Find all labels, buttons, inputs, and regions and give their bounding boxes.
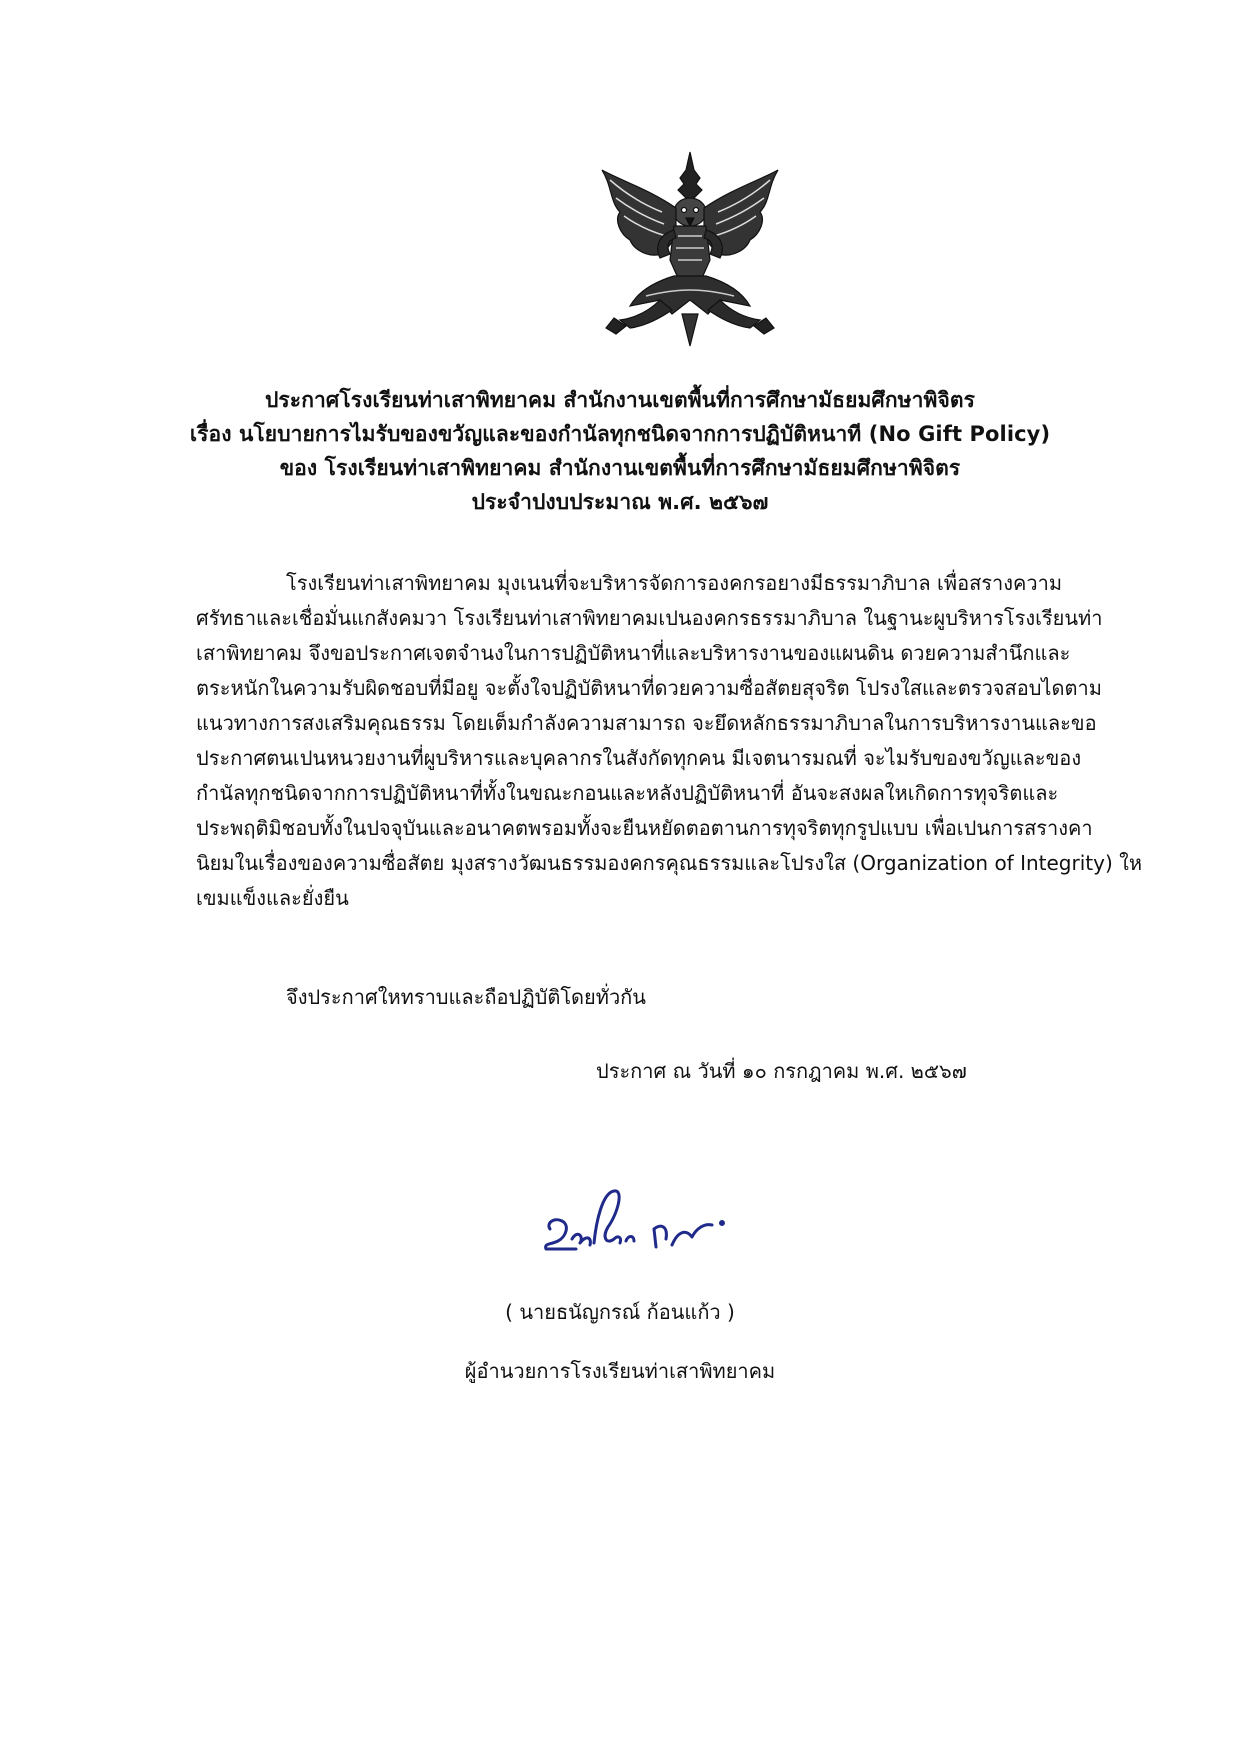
body-line: เขมแข็งและยั่งยืน xyxy=(196,886,349,910)
body-line: ตระหนักในความรับผิดชอบที่มีอยู จะตั้งใจปฏิบัติหนาที่ดวยความซื่อสัตยสุจริต โปรงใสและตรวจสอบไดตาม xyxy=(196,676,1102,700)
signer-position: ผู้อำนวยการโรงเรียนท่าเสาพิทยาคม xyxy=(464,1359,776,1383)
body-line: ประพฤติมิชอบทั้งในปจจุบันและอนาคตพรอมทั้งจะยืนหยัดตอตานการทุจริตทุกรูปแบบ เพื่อเปนการสรางคา xyxy=(196,816,1093,840)
title-line: ของ โรงเรียนท่าเสาพิทยาคม สำนักงานเขตพื้นที่การศึกษามัธยมศึกษาพิจิตร xyxy=(279,456,961,480)
body-line: แนวทางการสงเสริมคุณธรรม โดยเต็มกำลังความสามารถ จะยึดหลักธรรมาภิบาลในการบริหารงานและขอ xyxy=(196,711,1097,735)
body-line: เสาพิทยาคม จึงขอประกาศเจตจำนงในการปฏิบัติหนาที่และบริหารงานของแผนดิน ดวยความสำนึกและ xyxy=(196,641,1071,665)
announcement-body xyxy=(196,566,1144,916)
title-line: เรื่อง นโยบายการไมรับของขวัญและของกำนัลทุกชนิดจากการปฏิบัติหนาที (No Gift Policy) xyxy=(189,422,1051,446)
title-line: ประกาศโรงเรียนท่าเสาพิทยาคม สำนักงานเขตพื้นที่การศึกษามัธยมศึกษาพิจิตร xyxy=(265,388,975,412)
closing-statement: จึงประกาศใหทราบและถือปฏิบัติโดยทั่วกัน xyxy=(286,985,646,1009)
body-line: กำนัลทุกชนิดจากการปฏิบัติหนาที่ทั้งในขณะกอนและหลังปฏิบัติหนาที่ อันจะสงผลใหเกิดการทุจริตและ xyxy=(196,781,1059,805)
announcement-date: ประกาศ ณ วันที่ ๑๐ กรกฎาคม พ.ศ. ๒๕๖๗ xyxy=(596,1059,967,1083)
title-line: ประจำปงบประมาณ พ.ศ. ๒๕๖๗ xyxy=(471,490,769,514)
handwritten-signature xyxy=(536,1183,736,1263)
body-line: นิยมในเรื่องของความซื่อสัตย มุงสรางวัฒนธรรมองคกรคุณธรรมและโปรงใส (Organization of Integrity) ให xyxy=(196,851,1143,875)
garuda-emblem-icon xyxy=(590,150,790,350)
signer-name: ( นายธนัญกรณ์ ก้อนแก้ว ) xyxy=(505,1300,735,1324)
body-line: ศรัทธาและเชื่อมั่นแกสังคมวา โรงเรียนท่าเสาพิทยาคมเปนองคกรธรรมาภิบาล ในฐานะผูบริหารโรงเรียนท่า xyxy=(196,606,1103,630)
body-line: ประกาศตนเปนหนวยงานที่ผูบริหารและบุคลากรในสังกัดทุกคน มีเจตนารมณที่ จะไมรับของขวัญและของ xyxy=(196,746,1082,770)
body-paragraph xyxy=(196,566,1144,916)
announcement-title xyxy=(120,383,1120,519)
body-line: โรงเรียนท่าเสาพิทยาคม มุงเนนที่จะบริหารจัดการองคกรอยางมีธรรมาภิบาล เพื่อสรางความ xyxy=(286,571,1063,595)
